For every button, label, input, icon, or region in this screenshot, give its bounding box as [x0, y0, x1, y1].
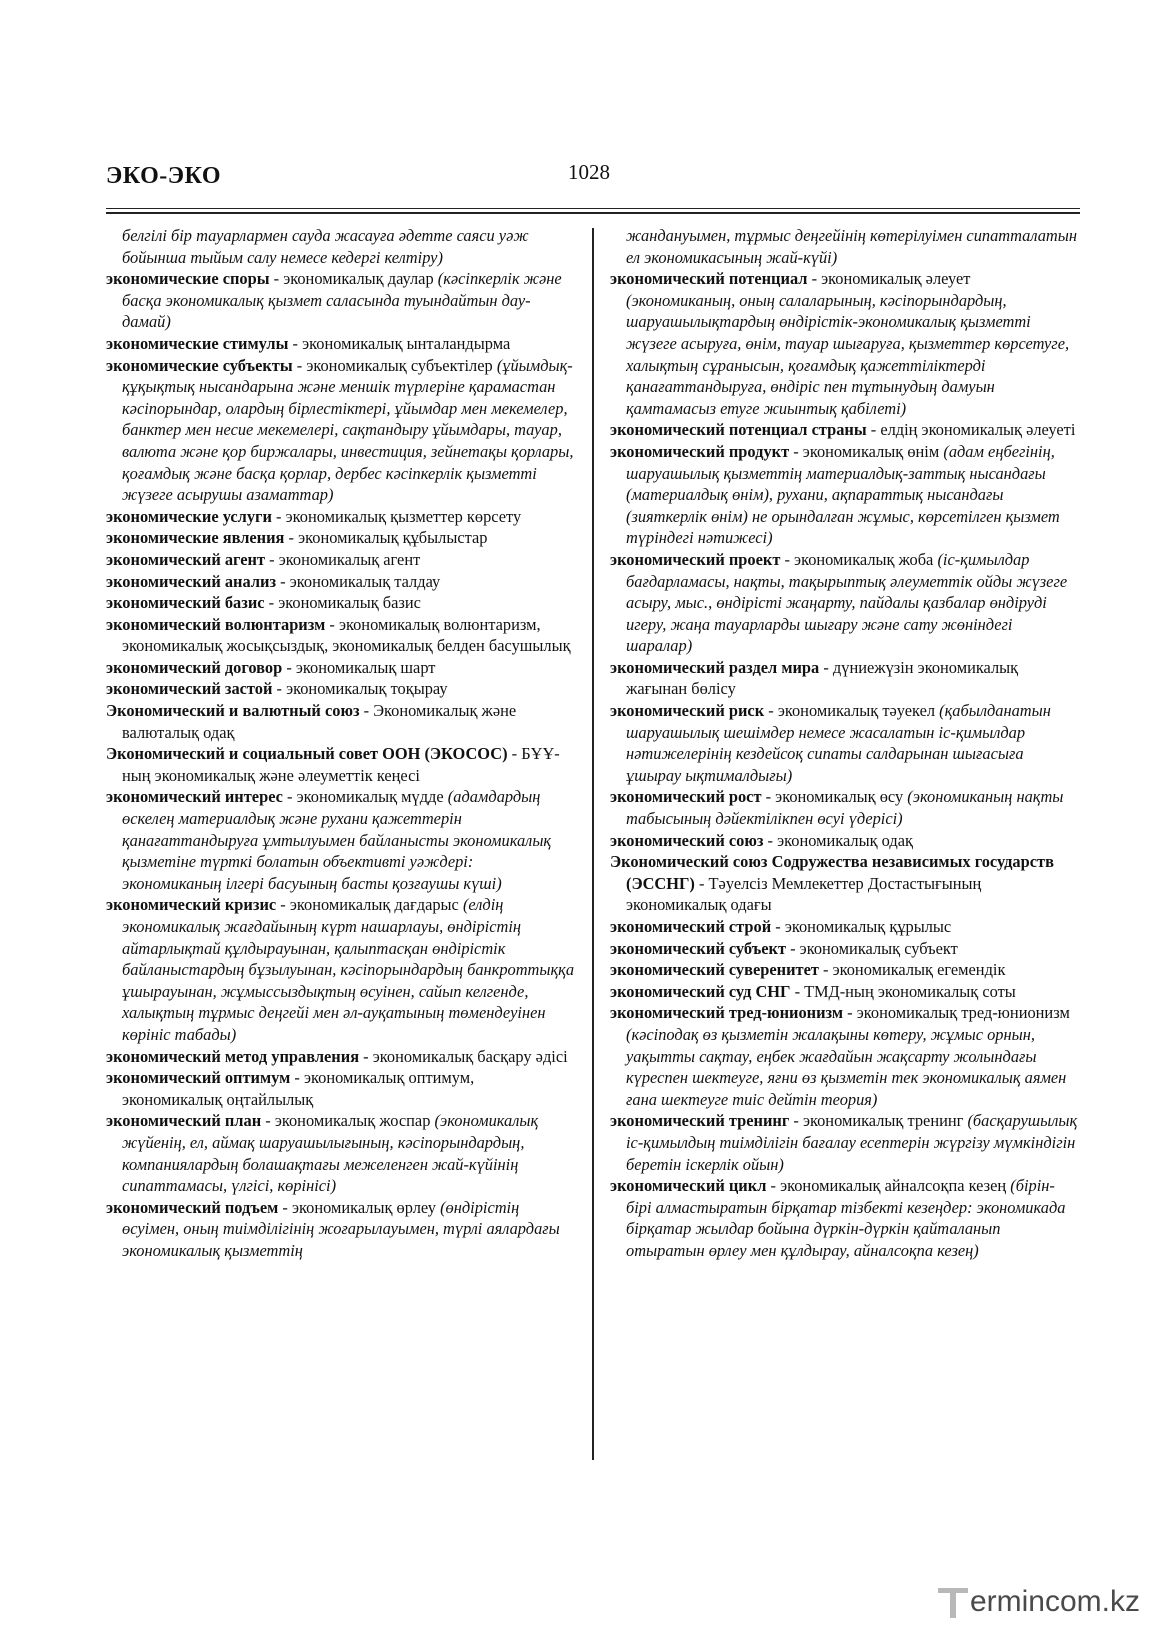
entry-separator: - [288, 333, 303, 353]
entry-translation: экономикалық тәуекел [777, 701, 936, 721]
column-divider [592, 228, 594, 1460]
site-watermark [938, 1580, 1140, 1624]
entry-term: экономический продукт [610, 441, 790, 461]
entry-explanation: (экономиканың нақты табысының дәйектілікпен өсуі үдерісі) [626, 787, 1064, 829]
entry-term: Экономический и социальный совет ООН (ЭКОСОС) [106, 744, 508, 764]
entry-explanation: (кәсіпкерлік және басқа экономикалық қызмет саласында туындайтын дау-дамай) [122, 269, 562, 332]
entry-translation: экономикалық агент [278, 549, 421, 569]
watermark-text: ermincom.kz [969, 1585, 1140, 1618]
entry-explanation: (экономиканың, оның салаларының, кәсіпорындардың, шаруашылықтардың өндірістік-экономикалық қызметті жүзеге асыруға, өнім, тауар шығаруға, қызметтер көрсетуге, халықтың сұранысын, қоғамдық қажеттіліктерді қанағаттандыруға, өндіріс пен тұтынудың дамуын қамтамасыз етуге жиынтық қабілеті) [626, 290, 1070, 418]
right-column [610, 225, 1080, 1262]
entry-translation: дүниежүзін экономикалық жағынан бөлісу [626, 657, 1019, 699]
entry-term: экономический суд СНГ [610, 981, 791, 1001]
entry-separator: - [284, 528, 299, 548]
entry-term: экономический кризис [106, 895, 277, 915]
entry-term: экономические стимулы [106, 333, 289, 353]
entry-translation: экономикалық қызметтер көрсету [285, 506, 522, 526]
entry-separator: - [507, 744, 522, 764]
entry-translation: экономикалық базис [278, 593, 421, 613]
entry-translation: экономикалық субъект [799, 938, 958, 958]
continued-entry [610, 225, 1080, 268]
entry-translation: ТМД-ның экономикалық соты [804, 981, 1016, 1001]
entry-term: экономический союз [610, 830, 764, 850]
entry-explanation: (экономикалық жүйенің, ел, аймақ шаруашылығының, кәсіпорындардың, компаниялардың болашақтағы межеленген жай-күйінің сипаттамасы, үлгісі, көрінісі) [122, 1111, 539, 1196]
entry-separator: - [261, 1111, 275, 1131]
entry-translation: экономикалық басқару әдісі [372, 1046, 568, 1066]
entry-translation: Экономикалық және валюталық одақ [122, 701, 517, 742]
entry-term: экономические субъекты [106, 355, 293, 375]
entry-term: экономический агент [106, 549, 266, 569]
dictionary-entry [106, 571, 576, 593]
dictionary-entry [610, 1002, 1080, 1110]
entry-explanation: (кәсіподақ өз қызметін жалақыны көтеру, жұмыс орнын, уақытты сақтау, еңбек жағдайын жақсарту жолындағы күреспен шектеуге, яғни өз қызметін тек экономикалық аямен ғана шектеуге тиіс дейтін теория) [626, 1024, 1067, 1109]
entry-translation: Тәуелсіз Мемлекеттер Достастығының экономикалық одағы [626, 873, 982, 915]
entry-term: экономический интерес [106, 787, 283, 807]
entry-translation: экономикалық жоба [794, 549, 934, 569]
continued-entry [106, 225, 576, 268]
running-head: ЭКО-ЭКО [106, 163, 221, 189]
entry-separator: - [766, 1176, 781, 1196]
entry-term: экономический застой [106, 679, 273, 699]
entry-separator: - [276, 895, 290, 915]
entry-explanation: (іс-қимылдар бағдарламасы, нақты, тақырыптық әлеуметтік ойды жүзеге асыру, мыс., өндірісті жаңарту, пайдалы қазбалар өндіруді игеру, жаңа тауарларды шығару және сату жөніндегі шаралар) [626, 549, 1068, 656]
dictionary-entry [106, 614, 576, 657]
entry-separator: - [763, 830, 778, 850]
page-header [106, 150, 1080, 210]
dictionary-entry [106, 894, 576, 1045]
entry-separator: - [819, 657, 833, 677]
dictionary-entry [610, 830, 1080, 852]
entry-term: экономический субъект [610, 938, 787, 958]
entry-separator: - [359, 701, 374, 721]
entry-explanation: (ұйымдық-құқықтық нысандарына және меншік түрлеріне қарамастан кәсіпорындар, олардың бірлестіктері, ұйымдар мен мекемелер, банктер мен несие мекемелері, сақтандыру ұйымдары, тауар, валюта және қор биржалары, инвестиция, зейнетақы қорлары, қоғамдық және басқа қорлар, дербес кәсіпкерлік қызметті жүзеге асырушы азаматтар) [122, 355, 574, 505]
entry-translation: экономикалық оптимум, экономикалық оңтайлылық [122, 1068, 475, 1109]
dictionary-entry [610, 938, 1080, 960]
dictionary-entry [610, 851, 1080, 916]
entry-explanation: (адам еңбегінің, шаруашылық қызметтің материалдық-заттық нысандағы (материалдық өнім), рухани, ақпараттық нысандағы (зияткерлік өнім) не орындалған жұмыс, көрсетілген қызмет түріндегі нәтижесі) [626, 441, 1060, 548]
entry-translation: экономикалық волюнтаризм, экономикалық жосықсыздық, экономикалық белден басушылық [122, 614, 571, 656]
entry-translation: экономикалық тоқырау [286, 679, 448, 699]
entry-term: экономический цикл [610, 1176, 767, 1196]
entry-explanation: (адамдардың өскелең материалдық және рухани қажеттерін қанағаттандыруға ұмтылуымен байланысты экономикалық қызметіне түрткі болатын объективті уәждері: экономиканың ілгері басуының басты қозғаушы күші) [122, 787, 552, 893]
entry-translation: экономикалық айналсоқпа кезең [780, 1176, 1007, 1196]
entry-translation: экономикалық тренинг [802, 1111, 964, 1131]
entry-term: экономический тренинг [610, 1111, 790, 1131]
dictionary-entry [106, 506, 576, 528]
entry-separator: - [292, 355, 307, 375]
entry-term: Экономический и валютный союз [106, 701, 360, 721]
entry-term: экономический строй [610, 917, 772, 936]
entry-translation: экономикалық даулар [283, 269, 434, 289]
entry-explanation: (бірін-бірі алмастыратын бірқатар тізбекті кезеңдер: экономикада бірқатар жылдар бойына дүркін-дүркін қайталанып отыратын өрлеу мен құлдырау, айналсоқпа кезең) [626, 1176, 1066, 1260]
entry-term: экономический потенциал [610, 269, 808, 289]
entry-separator: - [359, 1046, 373, 1066]
dictionary-entry [610, 1110, 1080, 1175]
entry-separator: - [264, 593, 279, 613]
entry-separator: - [818, 960, 833, 980]
entry-separator: - [786, 938, 800, 958]
entry-explanation: жандануымен, тұрмыс деңгейінің көтерілуімен сипатталатын ел экономикасының жай-күйі) [626, 226, 1077, 267]
entry-term: экономический волюнтаризм [106, 614, 326, 634]
entry-separator: - [282, 787, 297, 807]
entry-separator: - [780, 549, 795, 569]
entry-translation: экономикалық егемендік [832, 960, 1006, 980]
entry-separator: - [843, 1003, 857, 1023]
dictionary-entry [106, 1197, 576, 1262]
header-rule-thick [106, 212, 1080, 214]
entry-translation: экономикалық мүдде [296, 787, 444, 807]
entry-term: экономический метод управления [106, 1046, 360, 1066]
entry-separator: - [789, 441, 803, 461]
entry-term: экономические споры [106, 269, 270, 289]
entry-translation: экономикалық субъектілер [306, 355, 493, 375]
entry-translation: елдің экономикалық әлеуеті [880, 420, 1076, 440]
entry-term: экономические услуги [106, 506, 272, 526]
entry-translation: экономикалық ынталандырма [302, 333, 511, 353]
entry-term: экономический базис [106, 593, 265, 613]
dictionary-entry [106, 592, 576, 614]
entry-translation: экономикалық құбылыстар [298, 528, 488, 548]
entry-translation: экономикалық шарт [295, 657, 436, 677]
dictionary-entry [106, 333, 576, 355]
entry-term: Экономический союз Содружества независимых государств (ЭССНГ) [610, 852, 1054, 893]
entry-term: экономический проект [610, 549, 781, 569]
entry-term: экономический подъем [106, 1197, 279, 1217]
dictionary-entry [610, 1175, 1080, 1261]
entry-explanation: белгілі бір тауарлармен сауда жасауға әдетте саяси уәж бойынша тыйым салу немесе кедергі келтіру) [122, 226, 529, 267]
entry-term: экономический раздел мира [610, 657, 820, 677]
entry-translation: экономикалық одақ [777, 830, 913, 850]
dictionary-entry [106, 527, 576, 549]
dictionary-entry [106, 355, 576, 506]
dictionary-entry [106, 1110, 576, 1196]
page-number: 1028 [568, 160, 610, 184]
entry-separator: - [866, 420, 881, 440]
dictionary-entry [106, 1046, 576, 1068]
dictionary-entry [610, 268, 1080, 419]
entry-separator: - [269, 269, 284, 289]
dictionary-entry [610, 657, 1080, 700]
entry-separator: - [282, 657, 296, 677]
entry-term: экономический риск [610, 701, 765, 721]
entry-translation: экономикалық өсу [775, 787, 904, 807]
dictionary-entry [106, 700, 576, 743]
entry-term: экономический рост [610, 787, 762, 807]
dictionary-entry [106, 786, 576, 894]
dictionary-entry [106, 549, 576, 571]
entry-separator: - [771, 917, 785, 936]
entry-separator: - [807, 269, 822, 289]
entry-explanation: (басқарушылық іс-қимылдың тиімділігін бағалау есептерін жүргізу мүмкіндігін беретін іскерлік ойын) [626, 1111, 1078, 1174]
entry-explanation: (өндірістің өсуімен, оның тиімділігінің жоғарылауымен, түрлі аялардағы экономикалық қызметтің [122, 1197, 560, 1260]
dictionary-entry [106, 678, 576, 700]
entry-term: экономические явления [106, 528, 285, 548]
entry-separator: - [764, 701, 778, 721]
dictionary-entry [106, 743, 576, 786]
entry-separator: - [325, 614, 339, 634]
entry-translation: БҰҰ-ның экономикалық және әлеуметтік кеңесі [122, 744, 560, 785]
entry-translation: экономикалық құрылыс [784, 917, 952, 936]
dictionary-entry [610, 441, 1080, 549]
entry-translation: экономикалық тред-юнионизм [856, 1003, 1070, 1023]
entry-translation: экономикалық жоспар [274, 1111, 431, 1131]
entry-translation: экономикалық дағдарыс [289, 895, 459, 915]
dictionary-entry [610, 916, 1080, 938]
entry-term: экономический оптимум [106, 1068, 291, 1088]
entry-separator: - [790, 981, 805, 1001]
entry-term: экономический договор [106, 657, 283, 677]
entry-separator: - [271, 506, 286, 526]
header-rule-thin [106, 208, 1080, 209]
entry-translation: экономикалық талдау [289, 571, 441, 591]
entry-translation: экономикалық өрлеу [291, 1197, 436, 1217]
entry-translation: экономикалық әлеует [821, 269, 971, 289]
dictionary-entry [106, 1067, 576, 1110]
entry-term: экономический план [106, 1111, 262, 1131]
entry-separator: - [761, 787, 776, 807]
entry-term: экономический суверенитет [610, 960, 819, 980]
dictionary-entry [610, 959, 1080, 981]
dictionary-entry [610, 700, 1080, 786]
entry-separator: - [278, 1197, 292, 1217]
dictionary-entry [610, 419, 1080, 441]
left-column [106, 225, 576, 1262]
entry-separator: - [789, 1111, 803, 1131]
dictionary-entry [610, 786, 1080, 829]
entry-term: экономический тред-юнионизм [610, 1003, 844, 1023]
entry-translation: экономикалық өнім [802, 441, 940, 461]
entry-term: экономический анализ [106, 571, 277, 591]
entry-separator: - [272, 679, 287, 699]
entry-explanation: (елдің экономикалық жағдайының күрт нашарлауы, өндірістің айтарлықтай құлдырауынан, қалыптасқан өндірістік байланыстардың бұзылуынан, кәсіпорындардың банкроттыққа ұшырауынан, жұмыссыздықтың өсуінен, сайып келгенде, халықтың тұрмыс деңгейі мен әл-ауқатының төмендеуінен көрініс табады) [122, 895, 575, 1044]
entry-separator: - [265, 549, 279, 569]
dictionary-entry [610, 549, 1080, 657]
entry-explanation: (қабылданатын шаруашылық шешімдер немесе жасалатын іс-қимылдар нәтижелерінің кездейсоқ сипаты салдарынан шығасыға ұшырау ықтималдығы) [626, 701, 1051, 785]
entry-separator: - [694, 873, 709, 893]
entry-separator: - [276, 571, 290, 591]
dictionary-entry [106, 268, 576, 333]
entry-term: экономический потенциал страны [610, 420, 867, 440]
dictionary-entry [106, 657, 576, 679]
dictionary-entry [610, 981, 1080, 1003]
entry-separator: - [290, 1068, 304, 1088]
watermark-t-logo-icon [938, 1585, 968, 1619]
